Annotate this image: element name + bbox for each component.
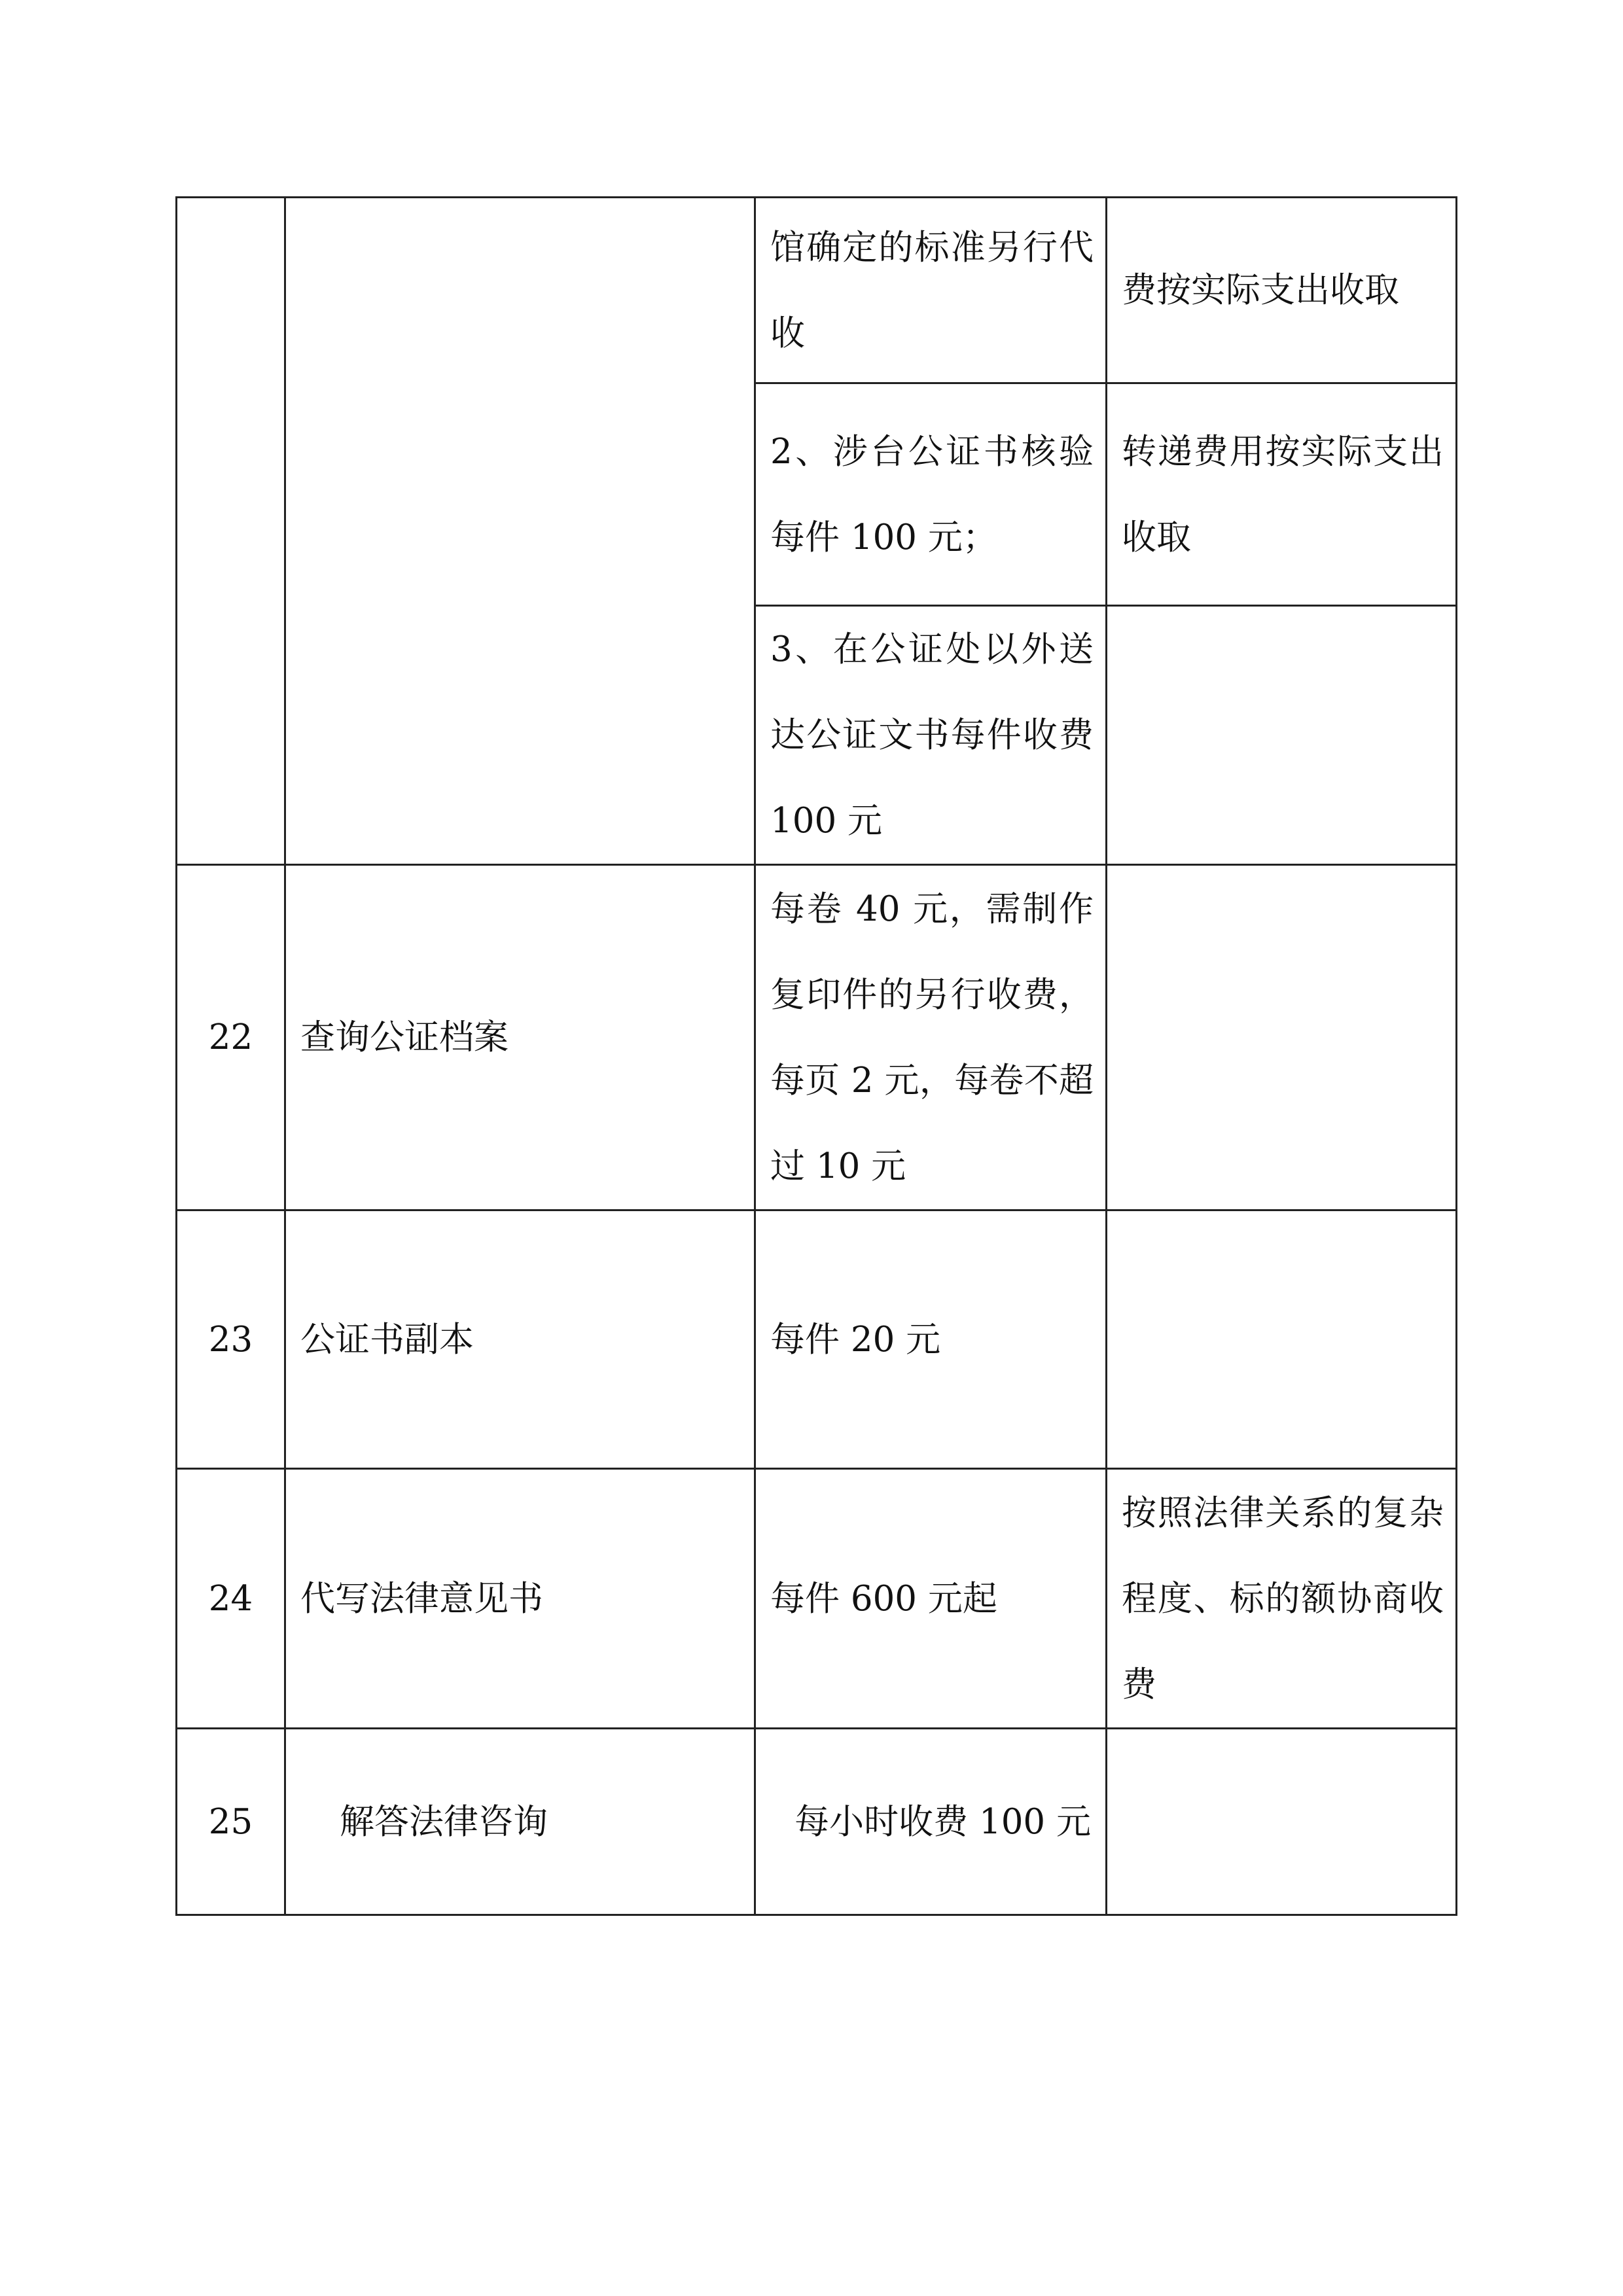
fee-text: 每件 600 元起 bbox=[770, 1578, 997, 1619]
note-text: 按照法律关系的复杂程度、标的额协商收费 bbox=[1122, 1492, 1444, 1704]
note-text: 转递费用按实际支出收取 bbox=[1122, 431, 1444, 557]
note-cell bbox=[1107, 383, 1457, 606]
row-number-cell: 23 bbox=[177, 1210, 285, 1469]
row-number-cell: 24 bbox=[177, 1469, 285, 1729]
item-name-cell bbox=[285, 198, 755, 865]
note-cell bbox=[1107, 865, 1457, 1210]
row-number-cell bbox=[177, 198, 285, 865]
note-text: 费按实际支出收取 bbox=[1122, 270, 1399, 310]
fee-cell bbox=[755, 383, 1107, 606]
fee-cell bbox=[755, 198, 1107, 383]
row-number-cell: 25 bbox=[177, 1729, 285, 1915]
fee-schedule-table bbox=[175, 196, 1457, 1916]
row-number-cell: 22 bbox=[177, 865, 285, 1210]
fee-cell bbox=[755, 1210, 1107, 1469]
item-name-cell: 公证书副本 bbox=[285, 1210, 755, 1469]
note-cell bbox=[1107, 1729, 1457, 1915]
fee-cell bbox=[755, 1469, 1107, 1729]
item-name-cell: 解答法律咨询 bbox=[285, 1729, 755, 1915]
fee-cell bbox=[755, 606, 1107, 865]
table-row bbox=[177, 865, 1457, 1210]
fee-text: 每件 20 元 bbox=[770, 1319, 941, 1360]
table-row bbox=[177, 1469, 1457, 1729]
table-row bbox=[177, 198, 1457, 383]
fee-cell bbox=[755, 865, 1107, 1210]
note-cell bbox=[1107, 198, 1457, 383]
fee-text: 每卷 40 元，需制作复印件的另行收费，每页 2 元，每卷不超过 10 元 bbox=[770, 889, 1094, 1186]
item-name-cell: 代写法律意见书 bbox=[285, 1469, 755, 1729]
table-row bbox=[177, 1210, 1457, 1469]
fee-cell bbox=[755, 1729, 1107, 1915]
note-cell bbox=[1107, 1210, 1457, 1469]
note-cell bbox=[1107, 1469, 1457, 1729]
fee-text: 每小时收费 100 元 bbox=[794, 1801, 1091, 1842]
fee-text: 3、在公证处以外送达公证文书每件收费 100 元 bbox=[770, 629, 1094, 841]
fee-text: 2、涉台公证书核验每件 100 元； bbox=[770, 431, 1094, 557]
item-name-cell: 查询公证档案 bbox=[285, 865, 755, 1210]
table-row bbox=[177, 1729, 1457, 1915]
note-cell bbox=[1107, 606, 1457, 865]
fee-text: 馆确定的标准另行代收 bbox=[770, 227, 1094, 353]
